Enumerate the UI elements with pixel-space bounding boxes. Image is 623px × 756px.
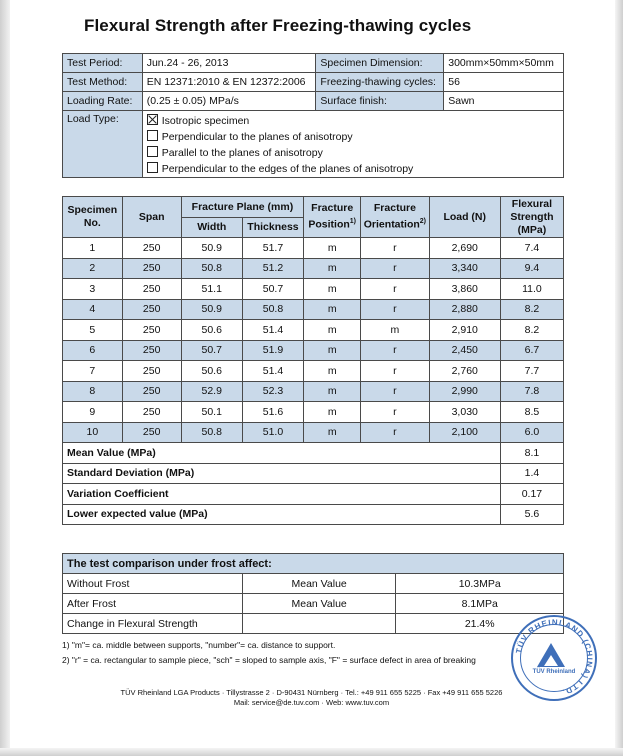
page-edge-bottom (0, 748, 623, 756)
header-fracture-position-text: Fracture Position (308, 202, 354, 231)
surface-finish-value: Sawn (444, 92, 564, 111)
table-cell: 6 (63, 340, 123, 361)
results-table (62, 196, 564, 525)
table-cell: 50.9 (181, 238, 242, 259)
table-cell: r (361, 279, 429, 300)
table-cell: 2,990 (429, 381, 500, 402)
table-cell: 8.2 (500, 299, 563, 320)
table-row (63, 361, 564, 382)
table-cell: m (304, 381, 361, 402)
table-row (63, 299, 564, 320)
test-info-table (62, 53, 564, 178)
table-cell: m (304, 299, 361, 320)
header-flexural-strength: Flexural Strength (MPa) (500, 197, 563, 238)
table-cell: 250 (122, 340, 181, 361)
test-method-label: Test Method: (63, 73, 143, 92)
comparison-row-mid: Mean Value (242, 574, 396, 594)
table-cell: 50.1 (181, 402, 242, 423)
loading-rate-label: Loading Rate: (63, 92, 143, 111)
table-cell: m (304, 238, 361, 259)
load-type-option[interactable] (147, 161, 559, 177)
table-cell: r (361, 340, 429, 361)
table-cell: m (304, 279, 361, 300)
table-cell: 51.7 (242, 238, 303, 259)
table-cell: r (361, 238, 429, 259)
stats-row (63, 443, 564, 464)
table-cell: 51.1 (181, 279, 242, 300)
table-cell: 4 (63, 299, 123, 320)
table-cell: m (304, 320, 361, 341)
table-cell: 250 (122, 361, 181, 382)
table-cell: 3,860 (429, 279, 500, 300)
table-cell: 50.8 (242, 299, 303, 320)
table-cell: 51.4 (242, 361, 303, 382)
table-cell: 51.6 (242, 402, 303, 423)
load-type-option-label: Perpendicular to the edges of the planes of anisotropy (161, 163, 414, 175)
stats-label: Mean Value (MPa) (63, 443, 501, 464)
table-cell: 8 (63, 381, 123, 402)
header-thickness: Thickness (242, 217, 303, 238)
freezing-thawing-cycles-value: 56 (444, 73, 564, 92)
table-cell: 250 (122, 258, 181, 279)
header-fracture-orientation-footnote: 2) (419, 218, 427, 226)
table-cell: 2,450 (429, 340, 500, 361)
stats-value: 5.6 (500, 504, 563, 525)
page-edge-left (0, 0, 10, 756)
tuv-triangle-inner (544, 655, 558, 666)
table-cell: 52.3 (242, 381, 303, 402)
checkbox-icon[interactable] (147, 162, 158, 173)
table-cell: 51.9 (242, 340, 303, 361)
table-cell: 250 (122, 402, 181, 423)
svg-text:TÜV RHEINLAND (CHINA) LTD.: TÜV RHEINLAND (CHINA) LTD. (514, 617, 595, 697)
table-cell: 2,910 (429, 320, 500, 341)
table-cell: 7 (63, 361, 123, 382)
table-cell: 250 (122, 238, 181, 259)
freezing-thawing-cycles-label: Freezing-thawing cycles: (316, 73, 444, 92)
stats-row (63, 484, 564, 505)
table-cell: 5 (63, 320, 123, 341)
stats-value: 8.1 (500, 443, 563, 464)
table-cell: r (361, 381, 429, 402)
footnote-1: 1) "m"= ca. middle between supports, "number"= ca. distance to support. (62, 640, 336, 650)
stats-row (63, 463, 564, 484)
table-cell: 2 (63, 258, 123, 279)
frost-comparison-table (62, 553, 564, 634)
table-cell: 2,690 (429, 238, 500, 259)
table-cell: r (361, 258, 429, 279)
specimen-dimension-value: 300mm×50mm×50mm (444, 54, 564, 73)
table-cell: 50.6 (181, 361, 242, 382)
load-type-option-label: Isotropic specimen (161, 115, 250, 127)
load-type-option-label: Parallel to the planes of anisotropy (161, 147, 323, 159)
comparison-row-value: 8.1MPa (396, 594, 564, 614)
table-cell: 50.9 (181, 299, 242, 320)
footer-contact: Mail: service@de.tuv.com · Web: www.tuv.com (233, 698, 390, 707)
table-cell: m (304, 258, 361, 279)
table-cell: 11.0 (500, 279, 563, 300)
table-cell: 3,340 (429, 258, 500, 279)
table-cell: 50.7 (242, 279, 303, 300)
header-load: Load (N) (429, 197, 500, 238)
comparison-row-mid (242, 614, 396, 634)
table-cell: 1 (63, 238, 123, 259)
checkbox-checked-icon[interactable] (147, 114, 158, 125)
table-cell: 51.4 (242, 320, 303, 341)
table-cell: m (304, 361, 361, 382)
table-cell: 50.6 (181, 320, 242, 341)
table-cell: m (304, 422, 361, 443)
table-cell: 2,100 (429, 422, 500, 443)
table-cell: r (361, 402, 429, 423)
table-cell: 51.2 (242, 258, 303, 279)
loading-rate-value: (0.25 ± 0.05) MPa/s (142, 92, 316, 111)
header-width: Width (181, 217, 242, 238)
table-cell: 9.4 (500, 258, 563, 279)
table-row (63, 381, 564, 402)
stats-value: 0.17 (500, 484, 563, 505)
seal-brand: TÜV Rheinland (532, 669, 576, 675)
table-cell: r (361, 422, 429, 443)
table-row (63, 238, 564, 259)
comparison-row-label: Without Frost (63, 574, 243, 594)
table-cell: 7.7 (500, 361, 563, 382)
table-cell: 250 (122, 279, 181, 300)
table-row (63, 258, 564, 279)
table-row (63, 422, 564, 443)
stats-label: Variation Coefficient (63, 484, 501, 505)
stats-label: Standard Deviation (MPa) (63, 463, 501, 484)
table-cell: 51.0 (242, 422, 303, 443)
table-cell: 7.8 (500, 381, 563, 402)
table-cell: 9 (63, 402, 123, 423)
table-cell: m (304, 340, 361, 361)
table-cell: 7.4 (500, 238, 563, 259)
page-title: Flexural Strength after Freezing-thawing cycles (84, 16, 472, 35)
table-row (63, 402, 564, 423)
table-cell: r (361, 361, 429, 382)
load-type-option-label: Perpendicular to the planes of anisotropy (161, 131, 353, 143)
header-specimen-no: Specimen No. (63, 197, 123, 238)
stats-value: 1.4 (500, 463, 563, 484)
table-cell: 50.8 (181, 422, 242, 443)
comparison-heading: The test comparison under frost affect: (63, 554, 564, 574)
table-cell: 8.2 (500, 320, 563, 341)
company-seal (511, 615, 597, 701)
table-cell: 3 (63, 279, 123, 300)
comparison-row-label: After Frost (63, 594, 243, 614)
results-table-body (63, 238, 564, 525)
table-cell: 2,760 (429, 361, 500, 382)
load-type-option[interactable] (147, 145, 559, 161)
table-row (63, 320, 564, 341)
table-cell: 52.9 (181, 381, 242, 402)
specimen-dimension-label: Specimen Dimension: (316, 54, 444, 73)
table-cell: 50.7 (181, 340, 242, 361)
header-fracture-position (304, 197, 361, 238)
stats-label: Lower expected value (MPa) (63, 504, 501, 525)
comparison-row-value: 21.4% (396, 614, 564, 634)
checkbox-icon[interactable] (147, 146, 158, 157)
header-fracture-plane: Fracture Plane (mm) (181, 197, 304, 218)
table-cell: 6.0 (500, 422, 563, 443)
page-edge-right (615, 0, 623, 756)
header-fracture-orientation (361, 197, 429, 238)
stats-row (63, 504, 564, 525)
table-cell: m (304, 402, 361, 423)
table-cell: 50.8 (181, 258, 242, 279)
header-fracture-orientation-text: Fracture Orientation (363, 202, 420, 231)
table-cell: 250 (122, 422, 181, 443)
table-cell: 250 (122, 299, 181, 320)
test-method-value: EN 12371:2010 & EN 12372:2006 (142, 73, 316, 92)
table-cell: 10 (63, 422, 123, 443)
load-type-label: Load Type: (63, 111, 143, 178)
table-row (63, 279, 564, 300)
load-type-option[interactable] (147, 113, 559, 129)
table-cell: 2,880 (429, 299, 500, 320)
table-cell: 250 (122, 320, 181, 341)
table-cell: r (361, 299, 429, 320)
footnote-2: 2) "r" = ca. rectangular to sample piece, "sch" = sloped to sample axis, "F" = surface defect in area of breaking (62, 655, 476, 665)
table-cell: 250 (122, 381, 181, 402)
table-cell: 3,030 (429, 402, 500, 423)
surface-finish-label: Surface finish: (316, 92, 444, 111)
table-row (63, 340, 564, 361)
table-cell: 8.5 (500, 402, 563, 423)
checkbox-icon[interactable] (147, 130, 158, 141)
load-type-options (142, 111, 563, 178)
test-period-label: Test Period: (63, 54, 143, 73)
header-fracture-position-footnote: 1) (349, 218, 357, 226)
load-type-option[interactable] (147, 129, 559, 145)
footer-address: TÜV Rheinland LGA Products · Tillystrasse 2 · D-90431 Nürnberg · Tel.: +49 911 655 5225 · Fax +49 911 655 5226 (120, 688, 503, 697)
table-cell: m (361, 320, 429, 341)
comparison-row-mid: Mean Value (242, 594, 396, 614)
test-period-value: Jun.24 - 26, 2013 (142, 54, 316, 73)
table-cell: 6.7 (500, 340, 563, 361)
header-span: Span (122, 197, 181, 238)
comparison-row-value: 10.3MPa (396, 574, 564, 594)
comparison-row-label: Change in Flexural Strength (63, 614, 243, 634)
